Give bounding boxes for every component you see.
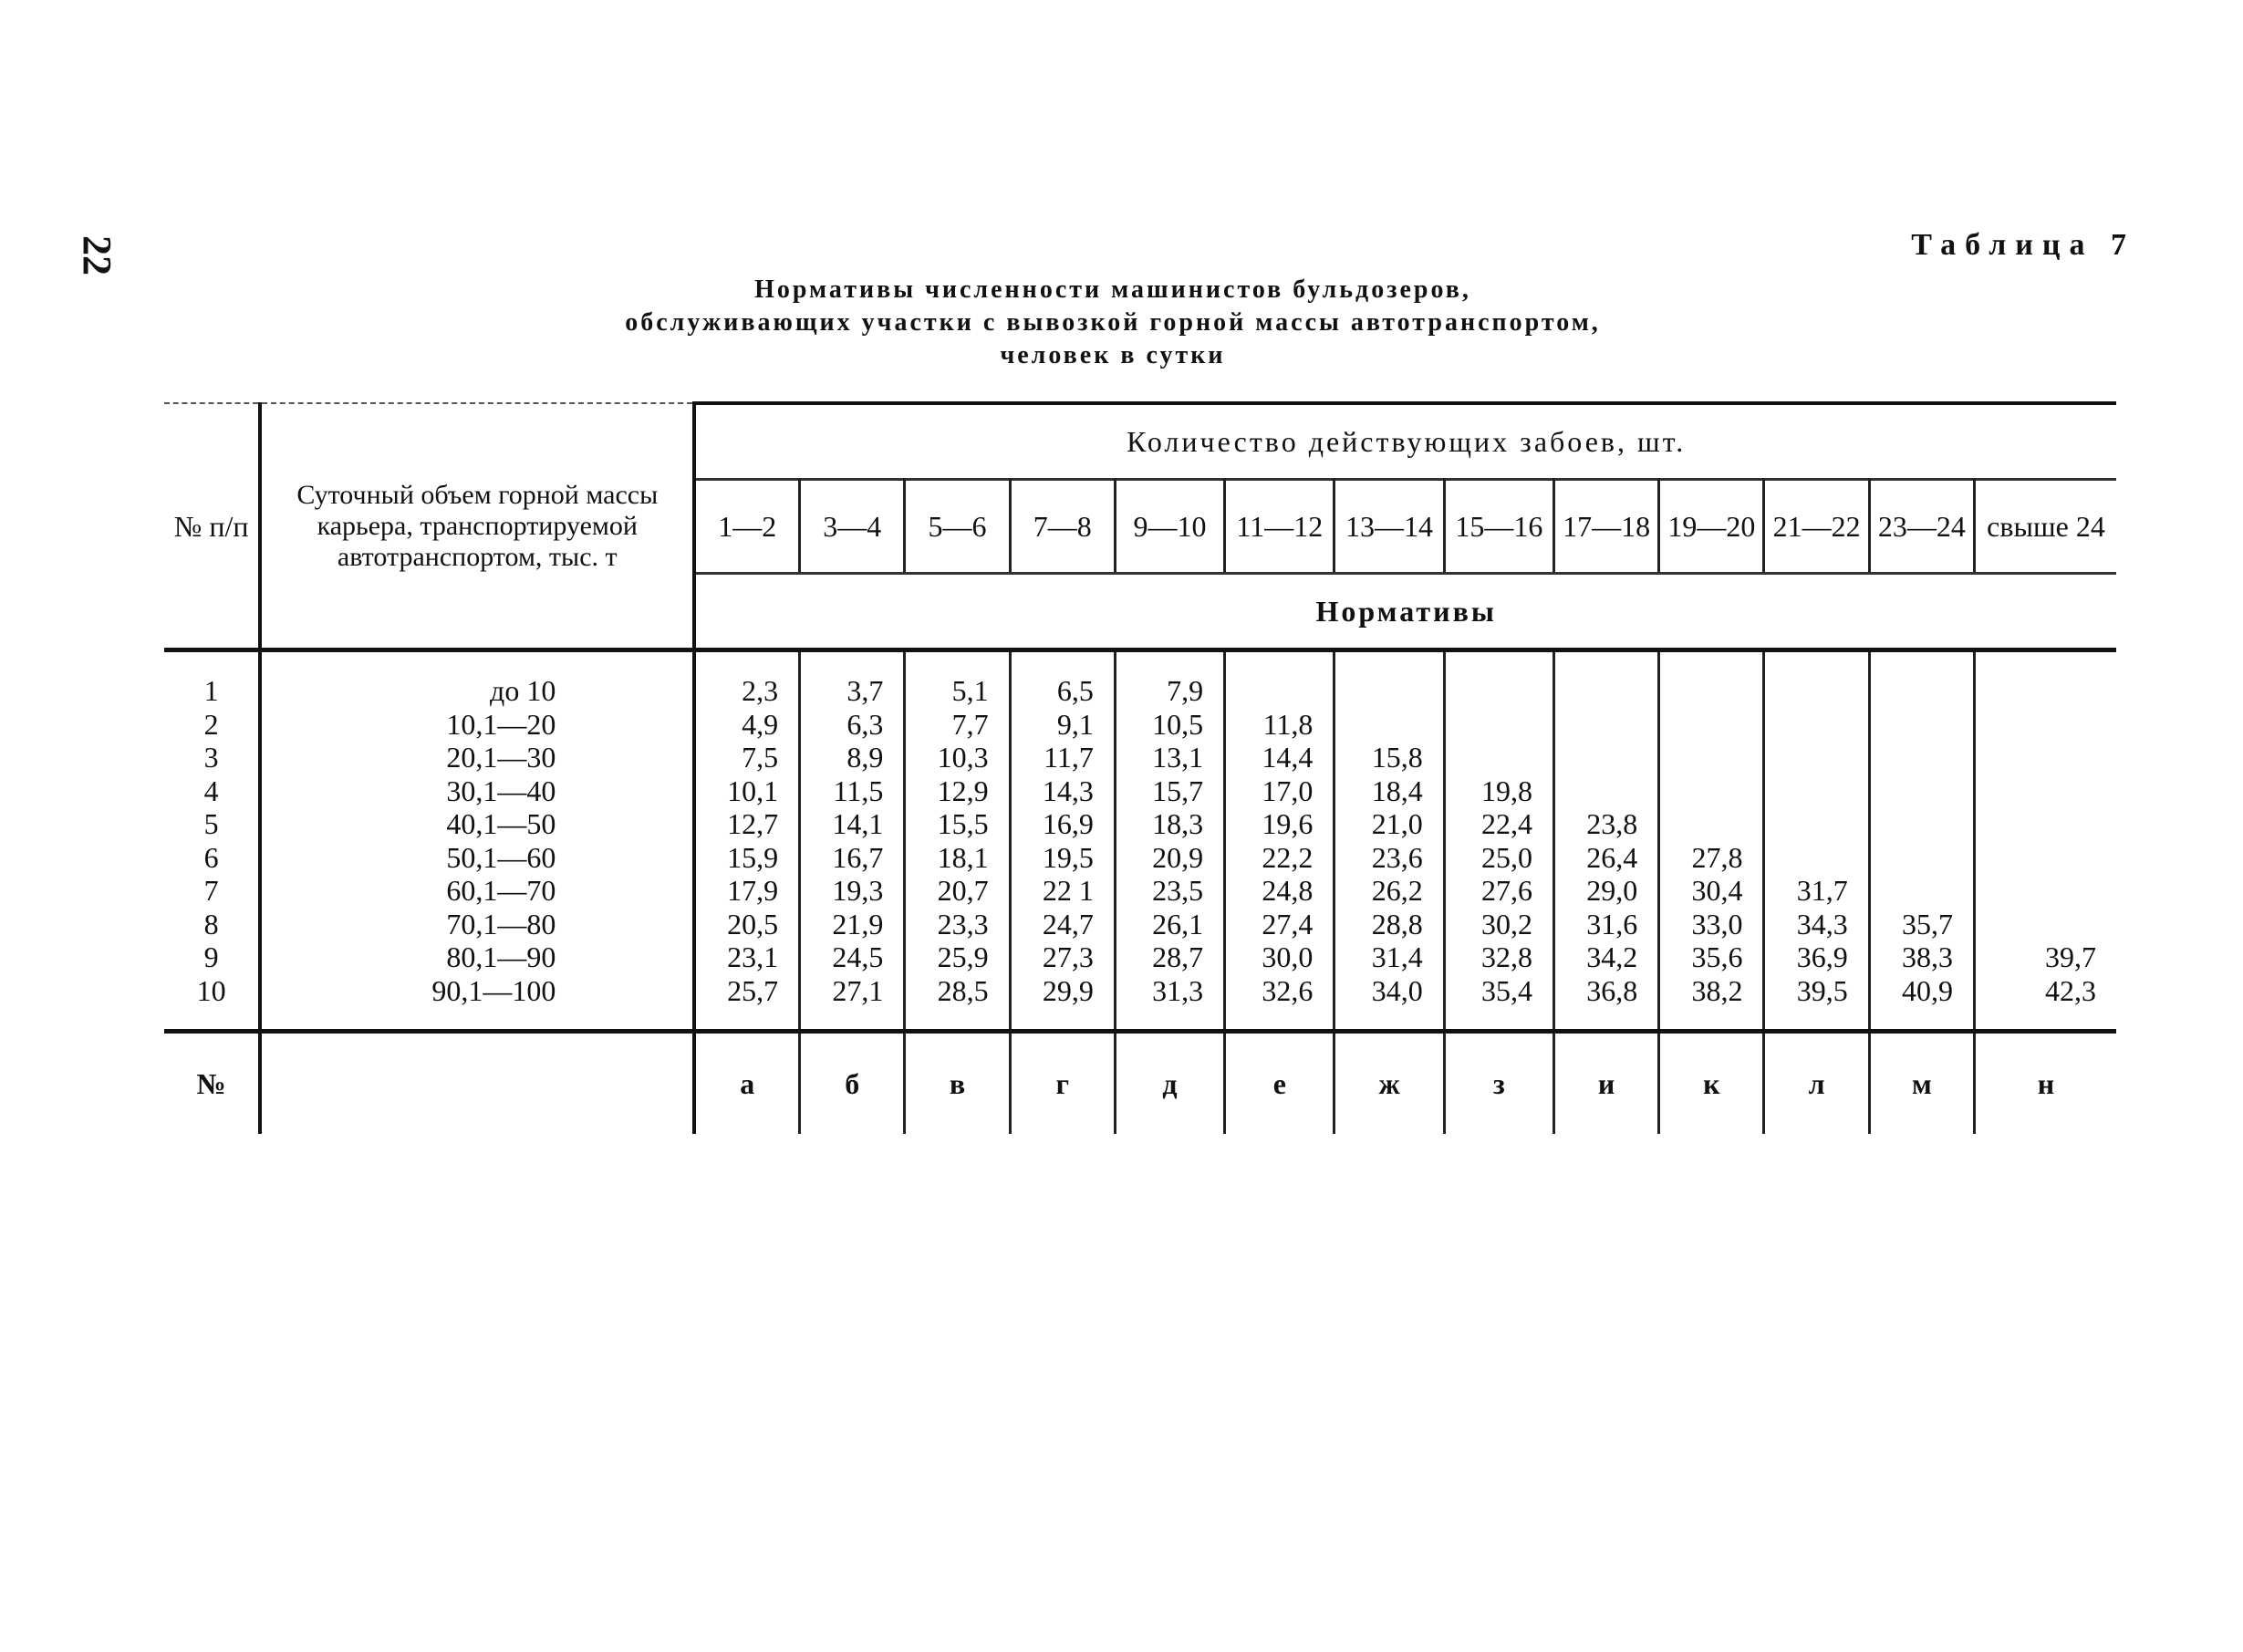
norm-value-cell: 27,6: [1444, 874, 1553, 908]
column-letter: б: [800, 1032, 905, 1135]
header-range-cell: 19—20: [1659, 480, 1764, 574]
norm-value-cell: 19,5: [1010, 841, 1115, 875]
norm-value-cell: 10,3: [905, 741, 1010, 774]
norm-value-cell: 30,0: [1225, 940, 1334, 974]
norm-value-cell: [1334, 674, 1444, 708]
norm-value-cell: 7,5: [694, 741, 799, 774]
table-row: [164, 674, 2116, 708]
norm-value-cell: 27,8: [1659, 841, 1764, 875]
header-range-cell: 9—10: [1115, 480, 1224, 574]
norm-value-cell: 40,9: [1869, 974, 1974, 1008]
norm-value-cell: 26,4: [1553, 841, 1658, 875]
norm-value-cell: 38,2: [1659, 974, 1764, 1008]
norm-value-cell: [1869, 807, 1974, 841]
header-range-cell: 5—6: [905, 480, 1010, 574]
row-number: 6: [164, 841, 260, 875]
norm-value-cell: 31,6: [1553, 908, 1658, 941]
norm-value-cell: 12,7: [694, 807, 799, 841]
title-line-3: человек в сутки: [1000, 341, 1226, 369]
norm-value-cell: 23,8: [1553, 807, 1658, 841]
norm-value-cell: 34,2: [1553, 940, 1658, 974]
norm-value-cell: [1975, 807, 2116, 841]
norm-value-cell: [1975, 708, 2116, 742]
row-number: 10: [164, 974, 260, 1008]
footer-blank: [260, 1032, 694, 1135]
column-letter: а: [694, 1032, 799, 1135]
norm-value-cell: [1444, 674, 1553, 708]
norm-value-cell: [1764, 841, 1869, 875]
row-number: 5: [164, 807, 260, 841]
norm-value-cell: 34,3: [1764, 908, 1869, 941]
header-group: Количество действующих забоев, шт.: [694, 403, 2116, 480]
norm-value-cell: 24,5: [800, 940, 905, 974]
norm-value-cell: [1764, 708, 1869, 742]
header-range-cell: 21—22: [1764, 480, 1869, 574]
norm-value-cell: 14,1: [800, 807, 905, 841]
row-volume: 60,1—70: [260, 874, 694, 908]
norm-value-cell: 15,8: [1334, 741, 1444, 774]
norm-value-cell: [1869, 774, 1974, 808]
row-number: 4: [164, 774, 260, 808]
norm-value-cell: 11,5: [800, 774, 905, 808]
norm-value-cell: [1659, 674, 1764, 708]
norm-value-cell: [1764, 807, 1869, 841]
table-row: [164, 874, 2116, 908]
norm-value-cell: [1444, 708, 1553, 742]
column-letter: в: [905, 1032, 1010, 1135]
norm-value-cell: 25,7: [694, 974, 799, 1008]
norm-value-cell: 28,7: [1115, 940, 1224, 974]
norm-value-cell: 35,4: [1444, 974, 1553, 1008]
norm-value-cell: [1659, 741, 1764, 774]
norm-value-cell: [1225, 674, 1334, 708]
row-volume: 50,1—60: [260, 841, 694, 875]
norm-value-cell: 42,3: [2045, 973, 2096, 1007]
norm-value-cell: 35,6: [1659, 940, 1764, 974]
norm-value-cell: [1975, 874, 2116, 908]
row-number: 7: [164, 874, 260, 908]
norm-value-cell: [1869, 841, 1974, 875]
norm-value-cell: [1869, 874, 1974, 908]
norm-value-cell: 13,1: [1115, 741, 1224, 774]
norm-value-cell: 28,8: [1334, 908, 1444, 941]
spacer-row: [164, 1007, 2116, 1032]
norm-value-cell: 29,0: [1553, 874, 1658, 908]
header-range-cell: 13—14: [1334, 480, 1444, 574]
column-letter: г: [1010, 1032, 1115, 1135]
row-volume: 90,1—100: [260, 974, 694, 1008]
norm-value-cell: 6,3: [800, 708, 905, 742]
norm-value-cell: [1764, 741, 1869, 774]
norm-value-cell: [1869, 741, 1974, 774]
norm-value-cell: 18,1: [905, 841, 1010, 875]
norm-value-cell: 35,7: [1869, 908, 1974, 941]
norm-value-cell: [1659, 708, 1764, 742]
norm-value-cell: 24,8: [1225, 874, 1334, 908]
table-row: [164, 741, 2116, 774]
spacer-row: [164, 650, 2116, 675]
norm-value-cell: [1975, 674, 2116, 708]
norm-value-cell: 15,5: [905, 807, 1010, 841]
norm-value-cell: 33,0: [1659, 908, 1764, 941]
norm-value-cell: 29,9: [1010, 974, 1115, 1008]
row-volume: 70,1—80: [260, 908, 694, 941]
norm-value-cell: [1764, 674, 1869, 708]
norm-value-cell: 26,1: [1115, 908, 1224, 941]
norm-value-cell: 9,1: [1010, 708, 1115, 742]
header-range-cell: 17—18: [1553, 480, 1658, 574]
column-letter: к: [1659, 1032, 1764, 1135]
norm-value-cell: 7,7: [905, 708, 1010, 742]
norm-value-cell: 11,8: [1225, 708, 1334, 742]
table-row: [164, 908, 2116, 941]
row-number: 8: [164, 908, 260, 941]
norm-value-cell: [1975, 741, 2116, 774]
norm-value-cell: 18,3: [1115, 807, 1224, 841]
column-letter: е: [1225, 1032, 1334, 1135]
title-line-1: Нормативы численности машинистов бульдозеров,: [754, 275, 1471, 304]
norm-value-cell: [1553, 708, 1658, 742]
norm-value-cell: 11,7: [1010, 741, 1115, 774]
norm-value-cell: 8,9: [800, 741, 905, 774]
norm-value-cell: 20,5: [694, 908, 799, 941]
norm-value-cell: 16,9: [1010, 807, 1115, 841]
norm-value-cell: 10,1: [694, 774, 799, 808]
header-num: № п/п: [164, 403, 260, 650]
table-row: [164, 807, 2116, 841]
table-row: [164, 841, 2116, 875]
header-range-cell: 1—2: [694, 480, 799, 574]
norm-value-cell: 32,8: [1444, 940, 1553, 974]
header-volume: Суточный объем горной массы карьера, транспортируемой автотранспортом, тыс. т: [260, 403, 694, 650]
header-range-cell: 23—24: [1869, 480, 1974, 574]
header-range-cell: 3—4: [800, 480, 905, 574]
norm-value-cell: [1975, 774, 2116, 808]
norm-value-cell: 5,1: [905, 674, 1010, 708]
norm-value-cell: 23,1: [694, 940, 799, 974]
norms-table: [164, 401, 2116, 1134]
norm-value-cell: [1975, 841, 2116, 875]
row-number: 2: [164, 708, 260, 742]
norm-value-cell: [1975, 908, 2116, 941]
norm-value-cell: 15,9: [694, 841, 799, 875]
header-range-cell: 7—8: [1010, 480, 1115, 574]
row-volume: 10,1—20: [260, 708, 694, 742]
norm-value-cell: 23,3: [905, 908, 1010, 941]
norm-value-cell: [1869, 674, 1974, 708]
norm-value-cell: 24,7: [1010, 908, 1115, 941]
norm-value-cell: 7,9: [1115, 674, 1224, 708]
norm-value-cell: 3,7: [800, 674, 905, 708]
norm-value-cell: 34,0: [1334, 974, 1444, 1008]
norm-value-cell: 39,7: [2045, 940, 2096, 974]
norm-value-cell: 19,3: [800, 874, 905, 908]
header-range-cell: свыше 24: [1975, 480, 2116, 574]
column-letter: и: [1553, 1032, 1658, 1135]
norm-value-cell: 25,9: [905, 940, 1010, 974]
footer-num-label: №: [164, 1032, 260, 1135]
column-letters-row: [164, 1032, 2116, 1135]
norm-value-cell: 31,7: [1764, 874, 1869, 908]
row-volume: 80,1—90: [260, 940, 694, 974]
title-line-2: обслуживающих участки с вывозкой горной массы автотранспортом,: [625, 308, 1601, 337]
norm-value-cell: 2,3: [694, 674, 799, 708]
norm-value-cell: 39,5: [1764, 974, 1869, 1008]
norm-value-cell: 22,4: [1444, 807, 1553, 841]
norm-value-cell: 17,9: [694, 874, 799, 908]
norm-value-cell: 28,5: [905, 974, 1010, 1008]
norm-value-cell: 16,7: [800, 841, 905, 875]
norm-value-cell: 18,4: [1334, 774, 1444, 808]
norm-value-cell: 19,6: [1225, 807, 1334, 841]
norm-value-cell: [1659, 807, 1764, 841]
norm-value-cell: 30,2: [1444, 908, 1553, 941]
norm-value-cell: [1553, 741, 1658, 774]
norm-value-cell: 25,0: [1444, 841, 1553, 875]
column-letter: з: [1444, 1032, 1553, 1135]
column-letter: л: [1764, 1032, 1869, 1135]
row-volume: 30,1—40: [260, 774, 694, 808]
table-title: [511, 274, 1715, 372]
table-row: [164, 708, 2116, 742]
norm-value-cell: 19,8: [1444, 774, 1553, 808]
norm-value-cell: 15,7: [1115, 774, 1224, 808]
row-number: 9: [164, 940, 260, 974]
row-number: 1: [164, 674, 260, 708]
column-letter: д: [1115, 1032, 1224, 1135]
norm-value-cell: 23,6: [1334, 841, 1444, 875]
norm-value-cell: 30,4: [1659, 874, 1764, 908]
norm-value-cell: [1764, 774, 1869, 808]
norm-value-cell: 21,9: [800, 908, 905, 941]
row-volume: 40,1—50: [260, 807, 694, 841]
norm-value-cell: 38,3: [1869, 940, 1974, 974]
norm-value-cell: 21,0: [1334, 807, 1444, 841]
table-row: [164, 774, 2116, 808]
norm-value-cell: 27,1: [800, 974, 905, 1008]
table-row: [164, 974, 2116, 1008]
norm-value-cell: 31,3: [1115, 974, 1224, 1008]
column-letter: н: [1975, 1032, 2116, 1135]
header-range-cell: 11—12: [1225, 480, 1334, 574]
norm-value-cell: 6,5: [1010, 674, 1115, 708]
row-volume: до 10: [260, 674, 694, 708]
norm-value-cell: 27,3: [1010, 940, 1115, 974]
norm-value-cell: 14,3: [1010, 774, 1115, 808]
norm-value-cell: 22 1: [1010, 874, 1115, 908]
table-row: [164, 940, 2116, 974]
norm-value-cell: [1553, 774, 1658, 808]
row-volume: 20,1—30: [260, 741, 694, 774]
norm-value-cell: 12,9: [905, 774, 1010, 808]
norm-value-cell: [1869, 708, 1974, 742]
norm-value-cell: 14,4: [1225, 741, 1334, 774]
norm-value-cell: 10,5: [1115, 708, 1224, 742]
row-number: 3: [164, 741, 260, 774]
norm-value-cell: [1444, 741, 1553, 774]
table-label: Таблица 7: [1911, 228, 2135, 262]
norm-value-cell: 23,5: [1115, 874, 1224, 908]
norm-value-cell: 4,9: [694, 708, 799, 742]
header-norms: Нормативы: [1315, 594, 1497, 628]
header-range-cell: 15—16: [1444, 480, 1553, 574]
page-number: 22: [75, 235, 119, 275]
norm-value-cell: 32,6: [1225, 974, 1334, 1008]
norm-value-cell: [1553, 674, 1658, 708]
norm-value-cell: 20,9: [1115, 841, 1224, 875]
norm-value-cell: 36,9: [1764, 940, 1869, 974]
norm-value-cell: 26,2: [1334, 874, 1444, 908]
norm-value-cell: 17,0: [1225, 774, 1334, 808]
norm-value-cell: 27,4: [1225, 908, 1334, 941]
column-letter: ж: [1334, 1032, 1444, 1135]
norm-value-cell: [1334, 708, 1444, 742]
norm-value-cell: 22,2: [1225, 841, 1334, 875]
norm-value-cell: 20,7: [905, 874, 1010, 908]
norm-value-cell: [1659, 774, 1764, 808]
norm-value-cell: 31,4: [1334, 940, 1444, 974]
norm-value-cell: 36,8: [1553, 974, 1658, 1008]
column-letter: м: [1869, 1032, 1974, 1135]
